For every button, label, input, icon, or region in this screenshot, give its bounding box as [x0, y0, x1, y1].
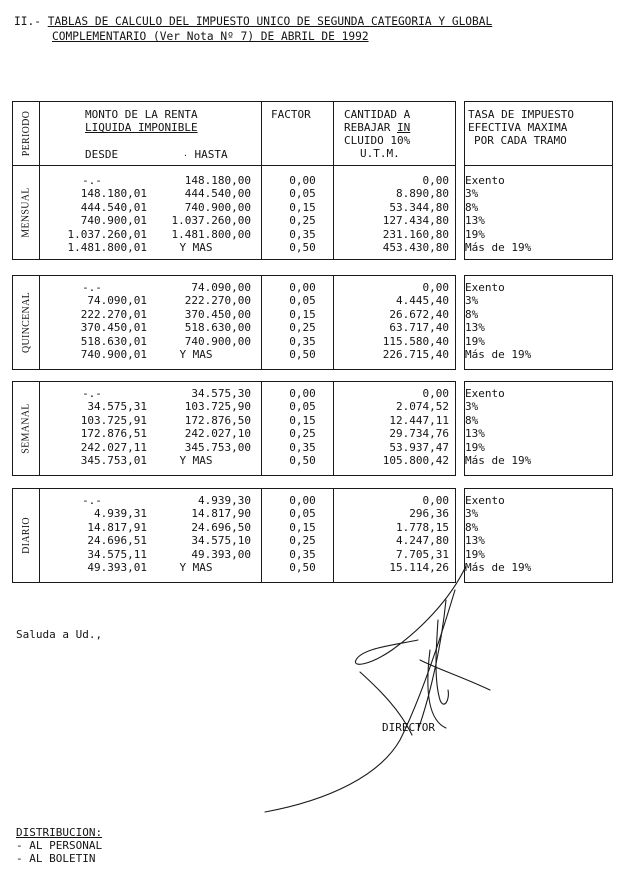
- cell-desde: 148.180,01: [80, 187, 147, 201]
- cell-desde: 222.270,01: [80, 307, 147, 321]
- cell-factor: 0,15: [289, 307, 316, 321]
- cell-hasta: 740.900,00: [184, 334, 251, 348]
- cell-cantidad: 4.247,80: [396, 534, 449, 548]
- distribucion-title: DISTRIBUCION:: [16, 826, 103, 839]
- cell-factor: 0,25: [289, 321, 316, 335]
- cell-tasa: Exento: [465, 174, 505, 187]
- cell-factor: 0,50: [289, 240, 316, 254]
- cell-hasta: 518.630,00: [184, 321, 251, 335]
- cell-hasta: 74.090,00: [191, 281, 251, 294]
- distribucion-block: [16, 826, 102, 865]
- cell-desde: 518.630,01: [80, 334, 147, 348]
- cell-factor: 0,35: [289, 227, 316, 241]
- cell-tasa: Exento: [465, 281, 505, 294]
- cell-tasa: Más de 19%: [465, 453, 532, 467]
- cell-cantidad: 105.800,42: [382, 453, 449, 467]
- cell-tasa: 3%: [465, 507, 479, 521]
- cell-tasa: 3%: [465, 294, 479, 308]
- cell-desde: 4.939,31: [94, 507, 147, 521]
- hasta-header: · HASTA: [183, 148, 228, 161]
- cell-cantidad: 127.434,80: [382, 214, 449, 228]
- cell-tasa: 13%: [465, 214, 485, 228]
- cell-cantidad: 26.672,40: [389, 307, 449, 321]
- cell-cantidad: 0,00: [422, 387, 449, 400]
- cell-cantidad: 15.114,26: [389, 560, 449, 574]
- cell-desde: 370.450,01: [80, 321, 147, 335]
- cell-tasa: 13%: [465, 427, 485, 441]
- cell-factor: 0,25: [289, 427, 316, 441]
- cell-hasta: 242.027,10: [184, 427, 251, 441]
- cell-cantidad: 2.074,52: [396, 400, 449, 414]
- periodo-header: PERIODO: [21, 110, 32, 157]
- cell-desde: 24.696,51: [87, 534, 147, 548]
- period-label-semanal: SEMANAL: [21, 403, 32, 454]
- cell-desde: -.-: [82, 281, 102, 294]
- cell-cantidad: 0,00: [422, 174, 449, 187]
- cell-cantidad: 453.430,80: [382, 240, 449, 254]
- cell-cantidad: 1.778,15: [396, 520, 449, 534]
- cell-tasa: Exento: [465, 494, 505, 507]
- cell-cantidad: 53.344,80: [389, 200, 449, 214]
- cell-factor: 0,05: [289, 294, 316, 308]
- cell-factor: 0,00: [289, 494, 316, 507]
- distribucion-item: - AL BOLETIN: [16, 852, 96, 865]
- cell-desde: 34.575,11: [87, 547, 147, 561]
- cell-desde: 103.725,91: [80, 413, 147, 427]
- cell-factor: 0,25: [289, 534, 316, 548]
- saluda-text: Saluda a Ud.,: [16, 628, 103, 641]
- cell-cantidad: 226.715,40: [382, 347, 449, 361]
- cell-desde: 740.900,01: [80, 214, 147, 228]
- factor-header: FACTOR: [271, 108, 311, 121]
- cell-tasa: 3%: [465, 187, 479, 201]
- cell-hasta: 103.725,90: [184, 400, 251, 414]
- cell-desde: 345.753,01: [80, 453, 147, 467]
- cell-factor: 0,00: [289, 387, 316, 400]
- cell-tasa: 19%: [465, 334, 485, 348]
- cell-hasta: 34.575,30: [191, 387, 251, 400]
- cantidad-header: CANTIDAD A REBAJAR IN CLUIDO 10% U.T.M.: [344, 108, 411, 160]
- cell-cantidad: 296,36: [409, 507, 449, 521]
- cell-tasa: 8%: [465, 200, 479, 214]
- cell-hasta: 370.450,00: [184, 307, 251, 321]
- cell-factor: 0,35: [289, 440, 316, 454]
- cell-tasa: 8%: [465, 520, 479, 534]
- cell-cantidad: 8.890,80: [396, 187, 449, 201]
- cell-hasta: 34.575,10: [191, 534, 251, 548]
- cell-desde: 34.575,31: [87, 400, 147, 414]
- cell-factor: 0,15: [289, 413, 316, 427]
- cell-hasta: 4.939,30: [198, 494, 251, 507]
- cell-desde: 1.037.260,01: [67, 227, 147, 241]
- cell-cantidad: 29.734,76: [389, 427, 449, 441]
- cell-cantidad: 63.717,40: [389, 321, 449, 335]
- cell-desde: 740.900,01: [80, 347, 147, 361]
- cell-factor: 0,05: [289, 187, 316, 201]
- cell-hasta: 49.393,00: [191, 547, 251, 561]
- cell-factor: 0,25: [289, 214, 316, 228]
- cell-cantidad: 115.580,40: [382, 334, 449, 348]
- cell-cantidad: 0,00: [422, 281, 449, 294]
- cell-hasta: 148.180,00: [184, 174, 251, 187]
- cell-hasta: 14.817,90: [191, 507, 251, 521]
- cell-hasta: Y MAS: [179, 347, 213, 361]
- cell-hasta: 172.876,50: [184, 413, 251, 427]
- cell-desde: 444.540,01: [80, 200, 147, 214]
- distribucion-item: - AL PERSONAL: [16, 839, 103, 852]
- cell-desde: 49.393,01: [87, 560, 147, 574]
- cell-tasa: 8%: [465, 413, 479, 427]
- cell-hasta: Y MAS: [179, 240, 213, 254]
- title-prefix: II.-: [14, 15, 41, 28]
- cell-hasta: 1.481.800,00: [171, 227, 251, 241]
- title-line-1: TABLAS DE CALCULO DEL IMPUESTO UNICO DE SEGUNDA CATEGORIA Y GLOBAL: [47, 15, 493, 28]
- cell-desde: 14.817,91: [87, 520, 147, 534]
- cell-factor: 0,15: [289, 520, 316, 534]
- period-label-mensual: MENSUAL: [21, 186, 32, 238]
- cell-cantidad: 231.160,80: [382, 227, 449, 241]
- cell-desde: 172.876,51: [80, 427, 147, 441]
- cell-tasa: Más de 19%: [465, 240, 532, 254]
- cell-factor: 0,35: [289, 334, 316, 348]
- cell-cantidad: 4.445,40: [396, 294, 449, 308]
- title-line-2: COMPLEMENTARIO (Ver Nota Nº 7) DE ABRIL DE 1992: [52, 30, 369, 43]
- cell-tasa: 13%: [465, 321, 485, 335]
- cell-cantidad: 7.705,31: [396, 547, 449, 561]
- cell-tasa: 19%: [465, 547, 485, 561]
- cell-desde: -.-: [82, 494, 102, 507]
- cell-hasta: 345.753,00: [184, 440, 251, 454]
- cell-hasta: 444.540,00: [184, 187, 251, 201]
- cell-desde: 74.090,01: [87, 294, 147, 308]
- cell-desde: 1.481.800,01: [67, 240, 147, 254]
- cell-factor: 0,50: [289, 560, 316, 574]
- cell-cantidad: 0,00: [422, 494, 449, 507]
- cell-factor: 0,50: [289, 347, 316, 361]
- period-label-diario: DIARIO: [21, 517, 33, 554]
- cell-factor: 0,05: [289, 507, 316, 521]
- cell-hasta: 1.037.260,00: [171, 214, 251, 228]
- cell-hasta: 24.696,50: [191, 520, 251, 534]
- cell-tasa: 3%: [465, 400, 479, 414]
- cell-desde: 242.027,11: [80, 440, 147, 454]
- cell-hasta: 740.900,00: [184, 200, 251, 214]
- period-label-quincenal: QUINCENAL: [21, 291, 32, 354]
- cell-cantidad: 12.447,11: [389, 413, 449, 427]
- monto-header: MONTO DE LA RENTA LIQUIDA IMPONIBLE: [85, 108, 198, 134]
- cell-hasta: Y MAS: [179, 453, 213, 467]
- cell-tasa: Más de 19%: [465, 347, 532, 361]
- cell-tasa: Exento: [465, 387, 505, 400]
- cell-tasa: 13%: [465, 534, 485, 548]
- cell-tasa: Más de 19%: [465, 560, 532, 574]
- director-label: DIRECTOR: [382, 721, 435, 734]
- cell-desde: -.-: [82, 387, 102, 400]
- cell-factor: 0,15: [289, 200, 316, 214]
- cell-tasa: 8%: [465, 307, 479, 321]
- cell-hasta: Y MAS: [179, 560, 213, 574]
- cell-desde: -.-: [82, 174, 102, 187]
- cell-hasta: 222.270,00: [184, 294, 251, 308]
- cell-tasa: 19%: [465, 227, 485, 241]
- desde-header: DESDE: [85, 148, 119, 161]
- cell-tasa: 19%: [465, 440, 485, 454]
- cell-factor: 0,00: [289, 281, 316, 294]
- cell-factor: 0,05: [289, 400, 316, 414]
- tasa-header: TASA DE IMPUESTO EFECTIVA MAXIMA POR CADA TRAMO: [468, 108, 574, 147]
- cell-factor: 0,50: [289, 453, 316, 467]
- cell-factor: 0,00: [289, 174, 316, 187]
- cell-factor: 0,35: [289, 547, 316, 561]
- cell-cantidad: 53.937,47: [389, 440, 449, 454]
